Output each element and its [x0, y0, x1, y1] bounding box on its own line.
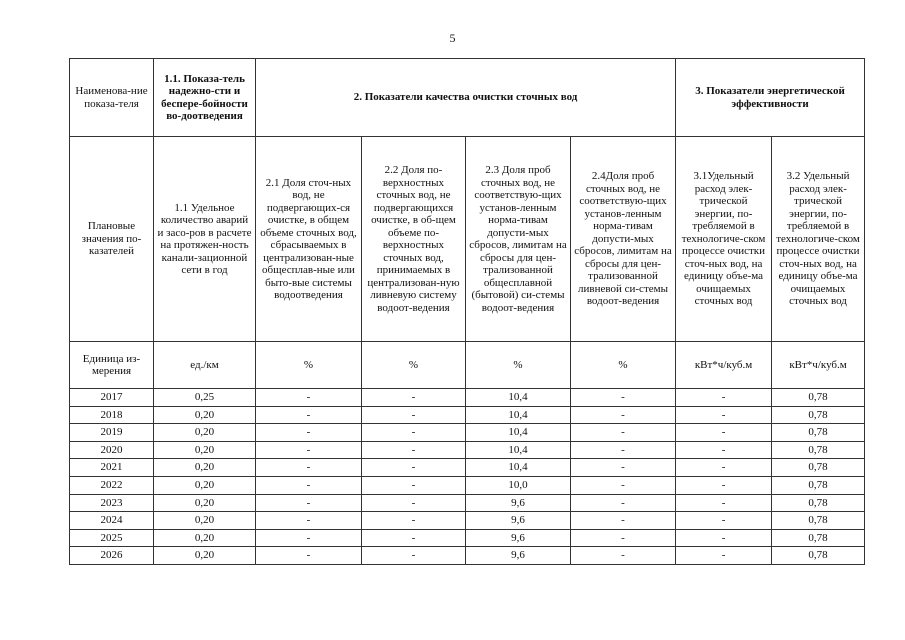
units-label: Единица из-мерения: [70, 342, 154, 389]
table-row: [70, 459, 865, 477]
value-cell: 0,20: [154, 476, 256, 494]
header-row-groups: [70, 59, 865, 137]
table-row: [70, 424, 865, 442]
value-cell: -: [256, 494, 362, 512]
value-cell: 10,4: [466, 441, 571, 459]
indicator-3-1: 3.1Удельный расход элек-трической энергии, по-требляемой в технологиче-ском процессе очистки сточ-ных вод, на единицу объе-ма очищаемых сточных вод: [676, 137, 772, 342]
value-cell: -: [571, 529, 676, 547]
value-cell: 9,6: [466, 494, 571, 512]
unit-cell: кВт*ч/куб.м: [676, 342, 772, 389]
value-cell: -: [676, 529, 772, 547]
value-cell: -: [256, 547, 362, 565]
units-row: [70, 342, 865, 389]
value-cell: -: [571, 476, 676, 494]
value-cell: 0,78: [772, 547, 865, 565]
value-cell: 0,25: [154, 389, 256, 407]
indicator-2-2: 2.2 Доля по-верхностных сточных вод, не подвергающихся очистке, в об-щем объеме по-верхностных сточных вод, принимаемых в централизован-ную ливневую систему водоот-ведения: [362, 137, 466, 342]
value-cell: -: [571, 406, 676, 424]
header-group-reliability: 1.1. Показа-тель надежно-сти и беспере-бойности во-доотведения: [154, 59, 256, 137]
value-cell: -: [676, 389, 772, 407]
year-cell: 2025: [70, 529, 154, 547]
value-cell: -: [676, 547, 772, 565]
value-cell: 0,78: [772, 389, 865, 407]
value-cell: -: [362, 547, 466, 565]
year-cell: 2021: [70, 459, 154, 477]
value-cell: 0,78: [772, 494, 865, 512]
value-cell: -: [571, 424, 676, 442]
value-cell: 9,6: [466, 529, 571, 547]
table-row: [70, 547, 865, 565]
header-row-indicators: [70, 137, 865, 342]
value-cell: -: [256, 406, 362, 424]
page-number: 5: [449, 31, 456, 45]
year-cell: 2018: [70, 406, 154, 424]
value-cell: -: [256, 424, 362, 442]
unit-cell: кВт*ч/куб.м: [772, 342, 865, 389]
header-group-energy: 3. Показатели энергетической эффективности: [676, 59, 865, 137]
value-cell: -: [256, 476, 362, 494]
data-rows: [70, 389, 865, 565]
value-cell: -: [256, 529, 362, 547]
unit-cell: %: [362, 342, 466, 389]
value-cell: 0,78: [772, 529, 865, 547]
table-row: [70, 441, 865, 459]
value-cell: -: [676, 441, 772, 459]
value-cell: -: [676, 512, 772, 530]
value-cell: -: [676, 459, 772, 477]
header-group-quality: 2. Показатели качества очистки сточных вод: [256, 59, 676, 137]
value-cell: 0,78: [772, 441, 865, 459]
value-cell: -: [571, 389, 676, 407]
unit-cell: ед./км: [154, 342, 256, 389]
header-name-col: Наименова-ние показа-теля: [70, 59, 154, 137]
value-cell: 0,78: [772, 512, 865, 530]
value-cell: -: [362, 529, 466, 547]
value-cell: -: [571, 512, 676, 530]
indicator-2-3: 2.3 Доля проб сточных вод, не соответствую-щих установ-ленным норма-тивам допусти-мых сбросов, лимитам на сбросы для цен-трализованной общесплавной (бытовой) си-стемы водоот-ведения: [466, 137, 571, 342]
value-cell: 0,20: [154, 512, 256, 530]
value-cell: -: [571, 459, 676, 477]
value-cell: 10,4: [466, 389, 571, 407]
table-row: [70, 494, 865, 512]
value-cell: 0,78: [772, 476, 865, 494]
value-cell: -: [256, 441, 362, 459]
value-cell: -: [256, 459, 362, 477]
value-cell: 0,78: [772, 406, 865, 424]
table-row: [70, 512, 865, 530]
value-cell: 0,20: [154, 494, 256, 512]
value-cell: -: [362, 406, 466, 424]
value-cell: -: [676, 476, 772, 494]
value-cell: 0,20: [154, 441, 256, 459]
indicator-3-2: 3.2 Удельный расход элек-трической энергии, по-требляемой в технологиче-ском процессе очистки сточ-ных вод, на единицу объе-ма очищаемых сточных вод: [772, 137, 865, 342]
year-cell: 2019: [70, 424, 154, 442]
value-cell: -: [362, 512, 466, 530]
value-cell: -: [571, 441, 676, 459]
value-cell: 9,6: [466, 547, 571, 565]
table-row: [70, 389, 865, 407]
value-cell: -: [362, 389, 466, 407]
value-cell: 10,4: [466, 406, 571, 424]
value-cell: 0,20: [154, 547, 256, 565]
planned-values-label: Плановые значения по-казателей: [70, 137, 154, 342]
value-cell: -: [362, 424, 466, 442]
indicators-table: [69, 58, 865, 565]
value-cell: -: [676, 424, 772, 442]
value-cell: 10,4: [466, 424, 571, 442]
value-cell: -: [676, 494, 772, 512]
value-cell: -: [571, 494, 676, 512]
unit-cell: %: [466, 342, 571, 389]
value-cell: -: [256, 389, 362, 407]
indicator-1-1: 1.1 Удельное количество аварий и засо-ров в расчете на протяжен-ность канали-зационной сети в год: [154, 137, 256, 342]
value-cell: 0,20: [154, 406, 256, 424]
year-cell: 2022: [70, 476, 154, 494]
value-cell: 0,20: [154, 529, 256, 547]
year-cell: 2026: [70, 547, 154, 565]
value-cell: -: [362, 441, 466, 459]
table-row: [70, 406, 865, 424]
value-cell: -: [676, 406, 772, 424]
table-row: [70, 476, 865, 494]
year-cell: 2023: [70, 494, 154, 512]
indicator-2-4: 2.4Доля проб сточных вод, не соответствую-щих установ-ленным норма-тивам допусти-мых сбросов, лимитам на сбросы для цен-трализованной ливневой си-стемы водоот-ведения: [571, 137, 676, 342]
value-cell: -: [362, 459, 466, 477]
value-cell: 10,0: [466, 476, 571, 494]
indicator-2-1: 2.1 Доля сточ-ных вод, не подвергающих-ся очистке, в общем объеме сточных вод, сбрасываемых в централизован-ные общесплав-ные или быто-вые системы водоотведения: [256, 137, 362, 342]
value-cell: -: [256, 512, 362, 530]
unit-cell: %: [571, 342, 676, 389]
value-cell: -: [571, 547, 676, 565]
year-cell: 2020: [70, 441, 154, 459]
unit-cell: %: [256, 342, 362, 389]
value-cell: -: [362, 494, 466, 512]
value-cell: 10,4: [466, 459, 571, 477]
value-cell: 0,78: [772, 424, 865, 442]
year-cell: 2024: [70, 512, 154, 530]
year-cell: 2017: [70, 389, 154, 407]
value-cell: 0,78: [772, 459, 865, 477]
value-cell: 9,6: [466, 512, 571, 530]
value-cell: 0,20: [154, 424, 256, 442]
value-cell: 0,20: [154, 459, 256, 477]
value-cell: -: [362, 476, 466, 494]
table-row: [70, 529, 865, 547]
